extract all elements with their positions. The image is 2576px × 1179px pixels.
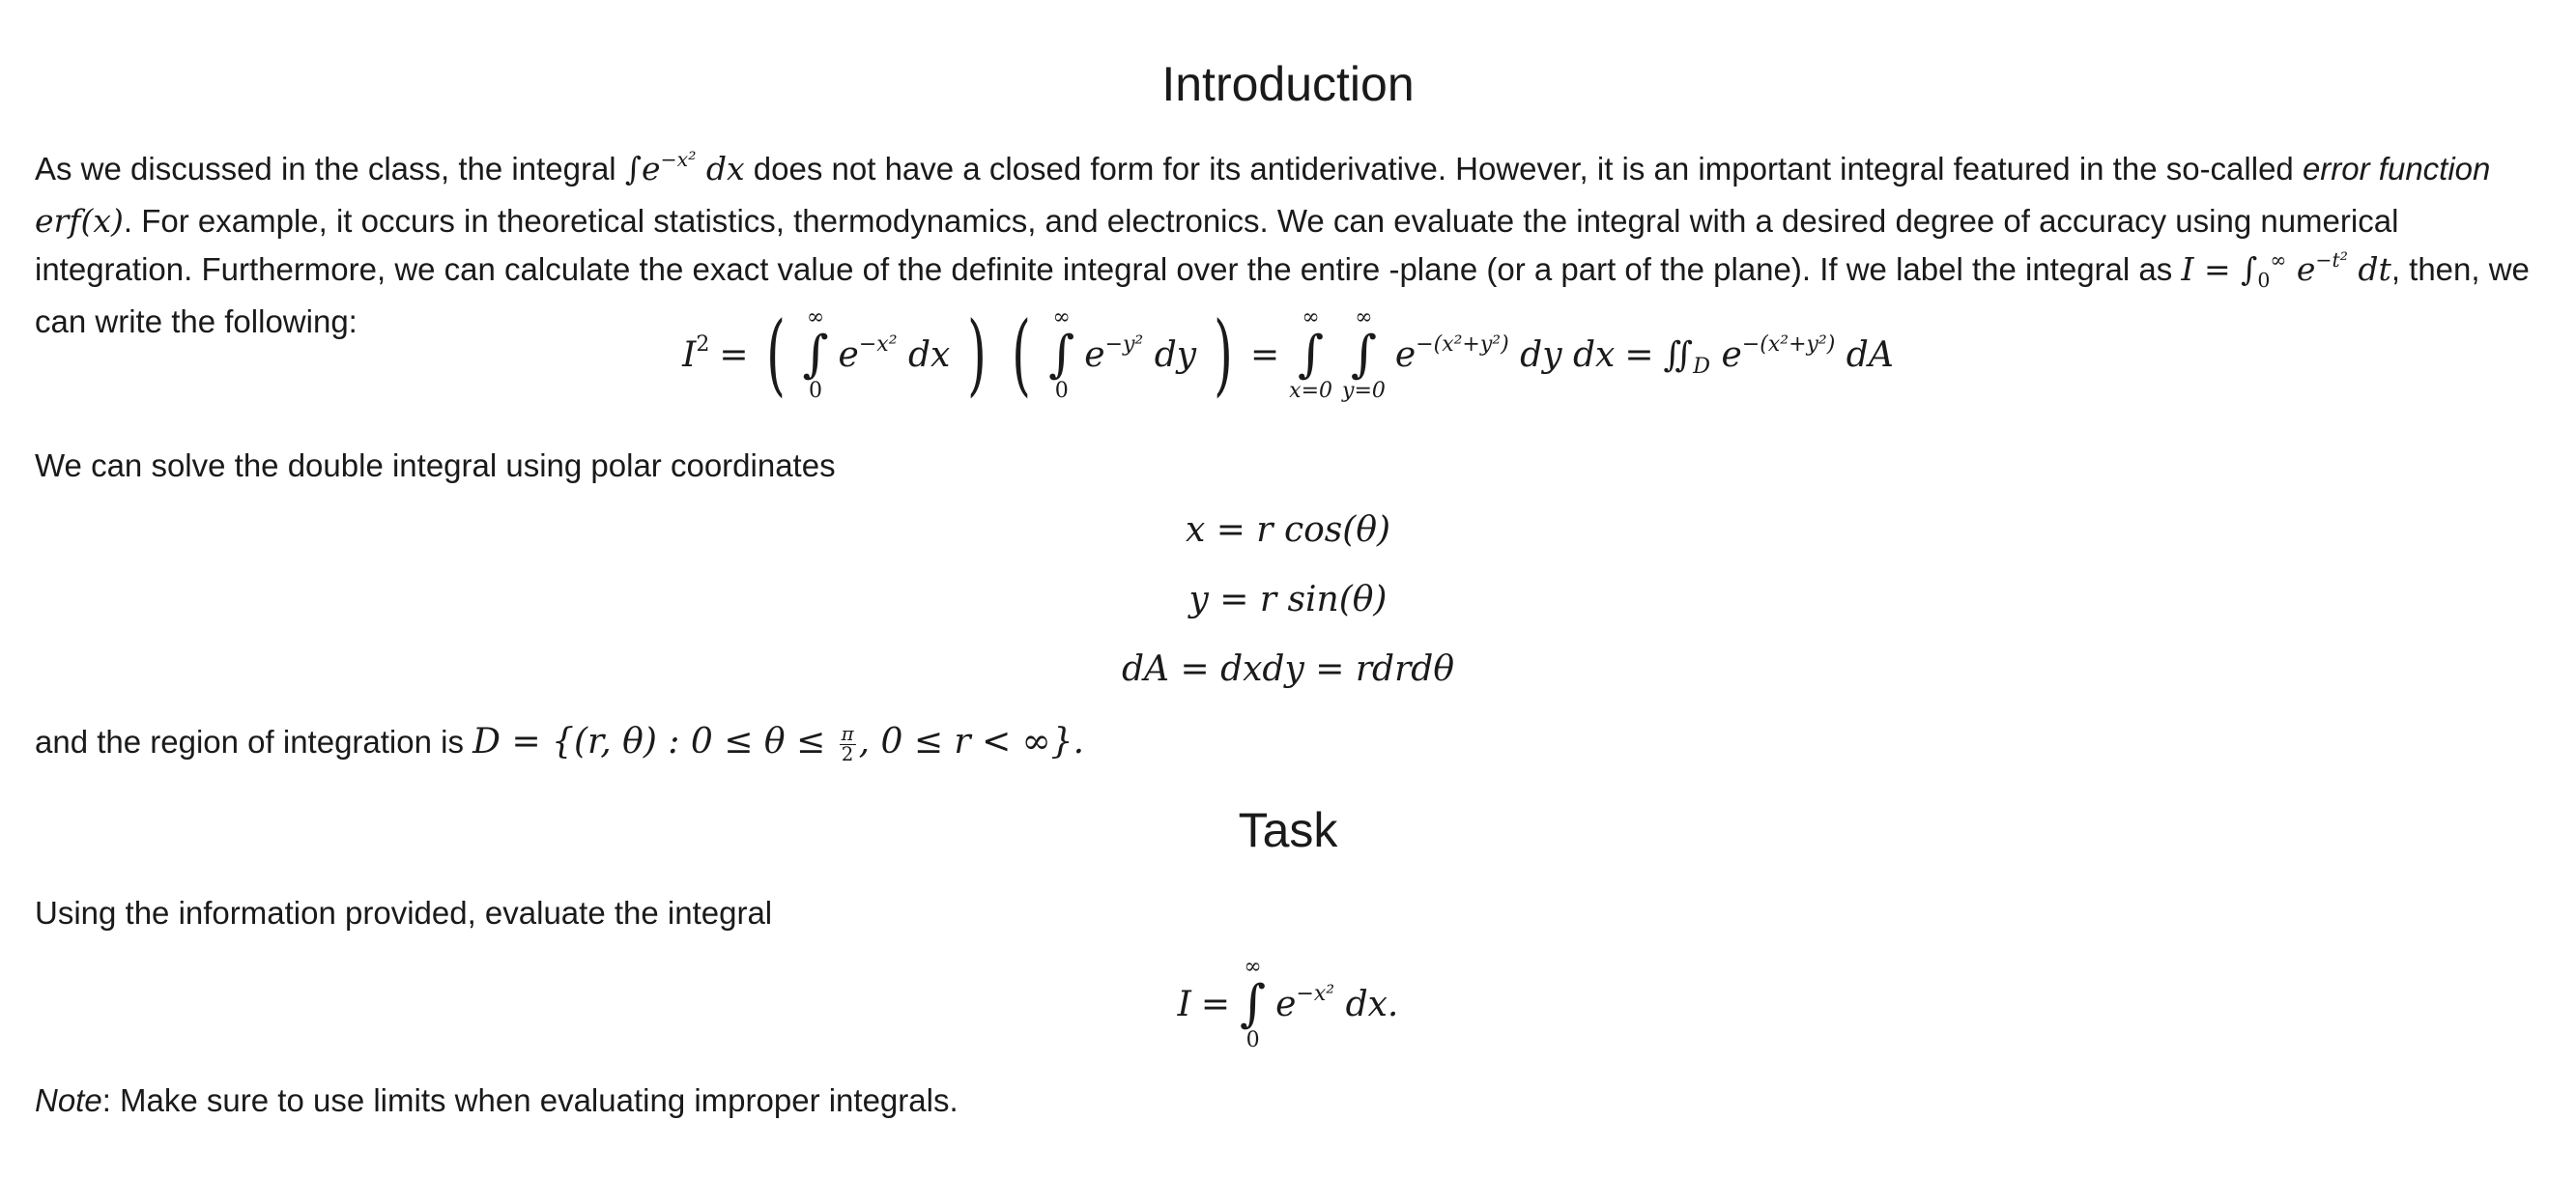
region-fraction-num: π: [841, 722, 854, 745]
right-paren-1: ): [967, 302, 987, 406]
double-integral-outer: [1289, 307, 1332, 402]
region-integral-d: dA: [1846, 334, 1894, 375]
integral-1-upper: ∞: [806, 305, 825, 330]
region-set-start: D = {(r, θ) : 0 ≤ θ ≤: [472, 722, 837, 762]
task-lhs: I: [1177, 984, 1191, 1024]
left-paren-1: (: [765, 302, 786, 406]
double-integral-inner-lower: y=0: [1342, 379, 1386, 403]
eq-lhs-I: I: [682, 334, 697, 375]
task-equation-row: [1178, 957, 1399, 1051]
main-equation-row: [682, 302, 1894, 406]
region-fraction-den: 2: [841, 742, 854, 765]
task-integral: [1240, 957, 1266, 1051]
double-integral-inner-upper: ∞: [1355, 305, 1373, 330]
task-integral-e: e: [1275, 984, 1297, 1024]
double-integral-inner: [1342, 307, 1386, 402]
main-equation: [0, 302, 2576, 414]
integral-2-e: e: [1084, 334, 1105, 375]
eq-equals-3: =: [1624, 334, 1654, 375]
double-integral-inner-symbol: ∫: [1350, 326, 1377, 384]
intro-text-1: As we discussed in the class, the integral: [35, 151, 625, 187]
left-paren-2: (: [1012, 302, 1032, 406]
right-paren-2: ): [1214, 302, 1233, 406]
double-integral-outer-upper: ∞: [1302, 305, 1320, 330]
region-text: and the region of integration is: [35, 724, 473, 760]
double-integral-outer-symbol: ∫: [1298, 326, 1325, 384]
intro-text-4: , then, we can write the following:: [35, 251, 2530, 339]
task-integral-symbol: ∫: [1240, 975, 1267, 1033]
task-equation: [0, 957, 2576, 1063]
task-paragraph: Using the information provided, evaluate the integral: [35, 895, 773, 931]
label-integral-symbol: ∫: [2241, 250, 2258, 288]
note-text: : Make sure to use limits when evaluating improper integrals.: [101, 1082, 959, 1118]
note-paragraph: [35, 1077, 2547, 1125]
integral-1-symbol: ∫: [802, 326, 829, 384]
task-integral-upper: ∞: [1244, 955, 1262, 979]
polar-x-equation: x = r cos(θ): [1185, 510, 1391, 550]
double-integral-exp: −(x²+y²): [1416, 331, 1509, 357]
integral-1-exp: −x²: [858, 331, 898, 357]
region-double-integral-symbol: ∬: [1663, 334, 1694, 375]
eq-lhs: [682, 331, 710, 375]
integral-1-e: e: [838, 334, 859, 375]
integral-2: [1048, 307, 1074, 402]
note-label: Note: [35, 1082, 102, 1118]
integral-symbol: ∫: [624, 150, 643, 187]
double-integral-body: [1394, 331, 1616, 375]
label-upper-limit: ∞: [2270, 247, 2287, 272]
task-integral-lower: 0: [1245, 1028, 1260, 1052]
error-function-label: error function: [2302, 151, 2491, 187]
intro-text-2: does not have a closed form for its antiderivative. However, it is an important integral featured in the so-called: [744, 151, 2303, 187]
double-integral-d: dy dx: [1520, 334, 1616, 375]
task-integral-body: [1275, 981, 1399, 1024]
intro-integrand-e: e: [642, 150, 661, 187]
intro-integrand-dx: dx: [696, 150, 745, 187]
region-set-end: , 0 ≤ r < ∞}.: [858, 722, 1085, 762]
integral-2-upper: ∞: [1052, 305, 1071, 330]
integral-2-exp: −y²: [1104, 331, 1144, 357]
eq-equals-2: =: [1250, 334, 1280, 375]
integral-1-body: [838, 331, 951, 375]
region-paragraph: [35, 718, 2547, 766]
eq-equals-1: =: [719, 334, 749, 375]
region-integral-exp: −(x²+y²): [1741, 331, 1836, 357]
integral-2-d: dy: [1154, 334, 1197, 375]
label-I: I =: [2181, 250, 2242, 288]
polar-da-equation: dA = dxdy = rdrdθ: [1121, 649, 1455, 689]
integral-2-symbol: ∫: [1048, 326, 1075, 384]
label-exp: −t²: [2315, 247, 2348, 272]
polar-y-equation: y = r sin(θ): [1188, 580, 1388, 619]
label-e: e: [2286, 250, 2316, 288]
region-integral-sub: D: [1693, 354, 1711, 380]
region-fraction: [840, 722, 856, 765]
task-integral-exp: −x²: [1296, 981, 1335, 1006]
erf-expression: erf(x): [35, 202, 124, 240]
eq-lhs-exp: 2: [696, 331, 710, 357]
integral-2-lower: 0: [1054, 379, 1069, 403]
task-heading: Task: [1238, 803, 1338, 857]
intro-integrand-exp: −x²: [660, 147, 697, 171]
task-integral-d: dx.: [1345, 984, 1399, 1024]
polar-paragraph: We can solve the double integral using polar coordinates: [35, 447, 836, 483]
introduction-heading: Introduction: [1161, 57, 1415, 111]
region-integral: [1663, 331, 1894, 380]
integral-1-lower: 0: [809, 379, 822, 403]
label-lower-limit: 0: [2257, 269, 2271, 293]
task-equals: =: [1200, 984, 1231, 1024]
label-dt: dt: [2347, 250, 2391, 288]
integral-1: [802, 307, 828, 402]
region-integral-e: e: [1721, 334, 1742, 375]
double-integral-outer-lower: x=0: [1289, 379, 1333, 403]
intro-text-3: . For example, it occurs in theoretical statistics, thermodynamics, and electronics. We can evaluate the integral with a desired degree of accuracy using numerical integration. Furthermore, we can calculate the exact value of the definite integral over the entire -plane (or a part of the plane). If we label the integral as: [35, 203, 2399, 287]
integral-1-d: dx: [907, 334, 951, 375]
integral-2-body: [1084, 331, 1197, 375]
double-integral-e: e: [1394, 334, 1417, 375]
